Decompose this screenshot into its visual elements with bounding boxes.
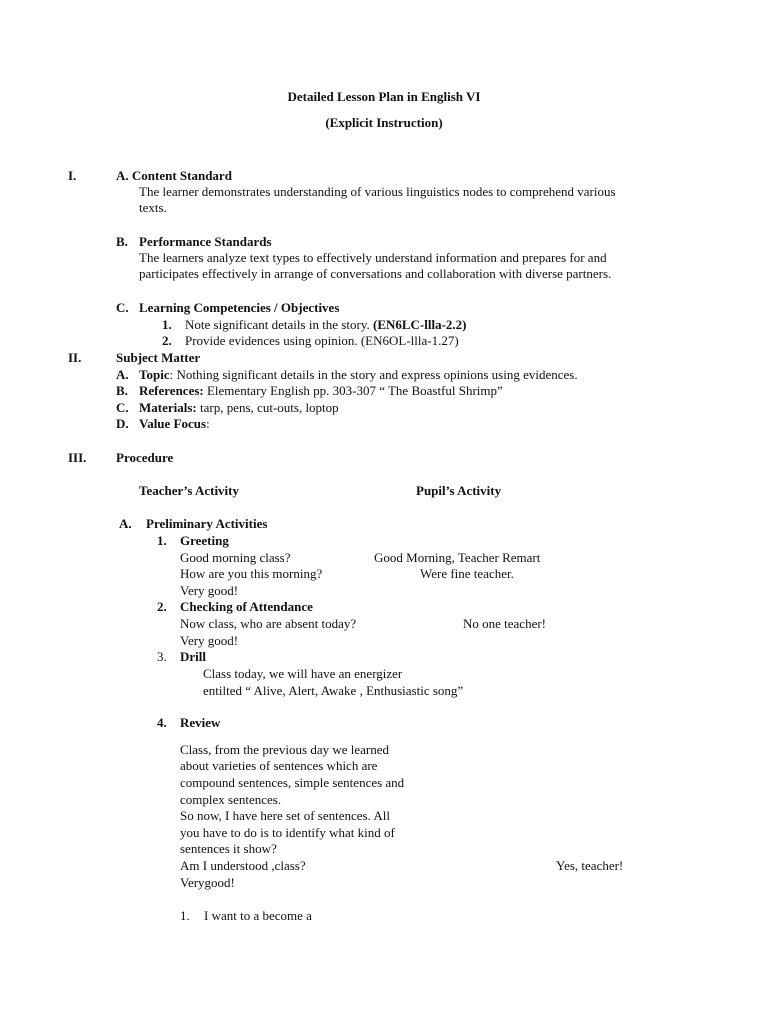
preliminary-marker: A. xyxy=(119,516,132,531)
activity-number: 2. xyxy=(157,599,167,614)
objective-text: Provide evidences using opinion. (EN6OL-llla-1.27) xyxy=(185,333,459,348)
drill-heading: Drill xyxy=(180,649,206,664)
activity-number: 1. xyxy=(157,533,167,548)
pupil-activity-column-header: Pupil’s Activity xyxy=(416,483,502,498)
teacher-line: Very good! xyxy=(180,633,239,648)
review-line: sentences it show? xyxy=(180,841,277,856)
subject-item-marker: B. xyxy=(116,383,128,398)
pupil-line: Were fine teacher. xyxy=(420,566,514,581)
teacher-line: How are you this morning? xyxy=(180,566,323,581)
review-line: Verygood! xyxy=(180,875,235,890)
content-standard-text-line: texts. xyxy=(139,200,167,215)
review-heading: Review xyxy=(180,715,221,730)
attendance-heading: Checking of Attendance xyxy=(180,599,313,614)
review-line: you have to do is to identify what kind of xyxy=(180,825,395,840)
objective-number: 2. xyxy=(162,333,172,348)
content-standard-text-line: The learner demonstrates understanding of various linguistics nodes to comprehend various xyxy=(139,184,616,199)
review-line: about varieties of sentences which are xyxy=(180,758,378,773)
teacher-line: entilted “ Alive, Alert, Awake , Enthusiastic song” xyxy=(203,683,464,698)
subject-item-value-focus xyxy=(139,415,210,432)
review-item-text: I want to a become a xyxy=(204,908,312,923)
performance-standards-heading: Performance Standards xyxy=(139,234,272,249)
performance-text-line: The learners analyze text types to effectively understand information and prepares for and xyxy=(139,250,607,265)
teacher-line: Very good! xyxy=(180,583,239,598)
subject-item-text: : Nothing significant details in the story and express opinions using evidences. xyxy=(169,367,578,382)
objective-number: 1. xyxy=(162,317,172,332)
subject-item-marker: C. xyxy=(116,400,129,415)
teacher-line: Class today, we will have an energizer xyxy=(203,666,403,681)
pupil-line: No one teacher! xyxy=(463,616,547,631)
objective-text: Note significant details in the story. xyxy=(185,317,370,332)
preliminary-activities-heading: Preliminary Activities xyxy=(146,516,268,531)
subject-item-label: Topic xyxy=(139,367,170,382)
content-standard-heading: A. Content Standard xyxy=(116,168,232,183)
subject-item-marker: A. xyxy=(116,367,129,382)
review-item-number: 1. xyxy=(180,908,190,923)
greeting-heading: Greeting xyxy=(180,533,229,548)
subject-item-references xyxy=(139,382,503,399)
subject-item-text: : xyxy=(206,416,210,431)
pupil-line: Good Morning, Teacher Remart xyxy=(374,550,541,565)
section-numeral-1: I. xyxy=(68,168,77,183)
teacher-line: Good morning class? xyxy=(180,550,291,565)
section-numeral-3: III. xyxy=(68,450,87,465)
pupil-line: Yes, teacher! xyxy=(556,858,624,873)
performance-text-line: participates effectively in arrange of conversations and collaboration with diverse partners. xyxy=(139,266,612,281)
competencies-marker: C. xyxy=(116,300,129,315)
document-subtitle: (Explicit Instruction) xyxy=(325,115,443,130)
review-line: compound sentences, simple sentences and xyxy=(180,775,405,790)
subject-item-label: Materials: xyxy=(139,400,197,415)
competencies-heading: Learning Competencies / Objectives xyxy=(139,300,340,315)
subject-item-topic xyxy=(139,366,578,383)
activity-number: 3. xyxy=(157,649,167,664)
review-line: complex sentences. xyxy=(180,792,282,807)
subject-item-marker: D. xyxy=(116,416,129,431)
teacher-activity-column-header: Teacher’s Activity xyxy=(139,483,240,498)
review-line: So now, I have here set of sentences. All xyxy=(180,808,390,823)
document-title: Detailed Lesson Plan in English VI xyxy=(287,89,481,104)
objective-code: (EN6LC-llla-2.2) xyxy=(372,317,467,332)
subject-item-label: Value Focus xyxy=(139,416,207,431)
objective-item xyxy=(185,316,467,333)
review-line: Am I understood ,class? xyxy=(180,858,306,873)
subject-matter-heading: Subject Matter xyxy=(116,350,201,365)
procedure-heading: Procedure xyxy=(116,450,174,465)
subject-item-materials xyxy=(139,399,339,416)
subject-item-label: References: xyxy=(139,383,204,398)
teacher-line: Now class, who are absent today? xyxy=(180,616,357,631)
subject-item-text: Elementary English pp. 303-307 “ The Boastful Shrimp” xyxy=(203,383,503,398)
section-numeral-2: II. xyxy=(68,350,82,365)
activity-number: 4. xyxy=(157,715,167,730)
performance-marker: B. xyxy=(116,234,128,249)
review-line: Class, from the previous day we learned xyxy=(180,742,390,757)
subject-item-text: tarp, pens, cut-outs, loptop xyxy=(196,400,339,415)
